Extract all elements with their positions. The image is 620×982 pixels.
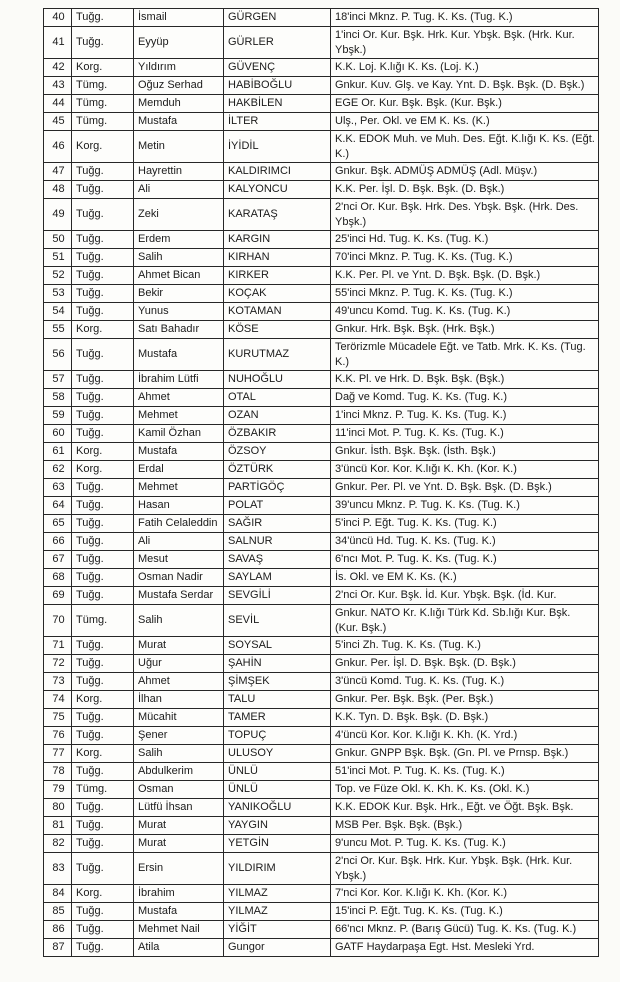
surname-cell: TALU xyxy=(224,691,331,709)
first-name-cell: İbrahim Lütfi xyxy=(134,371,224,389)
surname-cell: TOPUÇ xyxy=(224,727,331,745)
duty-cell: 3'üncü Kor. Kor. K.lığı K. Kh. (Kor. K.) xyxy=(331,461,599,479)
first-name-cell: Salih xyxy=(134,249,224,267)
row-number-cell: 41 xyxy=(44,27,72,59)
duty-cell: 51'inci Mot. P. Tug. K. Ks. (Tug. K.) xyxy=(331,763,599,781)
table-row xyxy=(44,131,599,163)
first-name-cell: Osman xyxy=(134,781,224,799)
surname-cell: KALDIRIMCI xyxy=(224,163,331,181)
rank-cell: Tuğg. xyxy=(72,181,134,199)
duty-cell: 6'ncı Mot. P. Tug. K. Ks. (Tug. K.) xyxy=(331,551,599,569)
duty-cell: K.K. EDOK Muh. ve Muh. Des. Eğt. K.lığı K. Ks. (Eğt. K.) xyxy=(331,131,599,163)
duty-cell: Gnkur. Hrk. Bşk. Bşk. (Hrk. Bşk.) xyxy=(331,321,599,339)
surname-cell: NUHOĞLU xyxy=(224,371,331,389)
surname-cell: SAĞIR xyxy=(224,515,331,533)
surname-cell: SEVİL xyxy=(224,605,331,637)
surname-cell: ÖZSOY xyxy=(224,443,331,461)
duty-cell: 55'inci Mknz. P. Tug. K. Ks. (Tug. K.) xyxy=(331,285,599,303)
duty-cell: 1'inci Mknz. P. Tug. K. Ks. (Tug. K.) xyxy=(331,407,599,425)
surname-cell: YİĞİT xyxy=(224,921,331,939)
rank-cell: Tuğg. xyxy=(72,371,134,389)
table-row xyxy=(44,249,599,267)
table-row xyxy=(44,461,599,479)
rank-cell: Tuğg. xyxy=(72,709,134,727)
rank-cell: Tuğg. xyxy=(72,533,134,551)
table-row xyxy=(44,551,599,569)
rank-cell: Tuğg. xyxy=(72,817,134,835)
table-row xyxy=(44,407,599,425)
duty-cell: GATF Haydarpaşa Egt. Hst. Mesleki Yrd. xyxy=(331,939,599,957)
duty-cell: 39'uncu Mknz. P. Tug. K. Ks. (Tug. K.) xyxy=(331,497,599,515)
row-number-cell: 47 xyxy=(44,163,72,181)
duty-cell: Gnkur. GNPP Bşk. Bşk. (Gn. Pl. ve Prnsp. Bşk.) xyxy=(331,745,599,763)
table-row xyxy=(44,77,599,95)
duty-cell: K.K. Per. Pl. ve Ynt. D. Bşk. Bşk. (D. Bşk.) xyxy=(331,267,599,285)
table-row xyxy=(44,285,599,303)
rank-cell: Tuğg. xyxy=(72,339,134,371)
first-name-cell: Abdulkerim xyxy=(134,763,224,781)
row-number-cell: 70 xyxy=(44,605,72,637)
surname-cell: YILMAZ xyxy=(224,885,331,903)
row-number-cell: 55 xyxy=(44,321,72,339)
rank-cell: Tuğg. xyxy=(72,903,134,921)
duty-cell: 7'nci Kor. Kor. K.lığı K. Kh. (Kor. K.) xyxy=(331,885,599,903)
rank-cell: Tuğg. xyxy=(72,939,134,957)
row-number-cell: 46 xyxy=(44,131,72,163)
surname-cell: İYİDİL xyxy=(224,131,331,163)
surname-cell: YAYGIN xyxy=(224,817,331,835)
table-row xyxy=(44,27,599,59)
first-name-cell: Murat xyxy=(134,817,224,835)
duty-cell: 34'üncü Hd. Tug. K. Ks. (Tug. K.) xyxy=(331,533,599,551)
rank-cell: Tuğg. xyxy=(72,479,134,497)
rank-cell: Tümg. xyxy=(72,605,134,637)
rank-cell: Tuğg. xyxy=(72,199,134,231)
duty-cell: 2'nci Or. Kur. Bşk. İd. Kur. Ybşk. Bşk. (İd. Kur. xyxy=(331,587,599,605)
rank-cell: Tuğg. xyxy=(72,267,134,285)
rank-cell: Tuğg. xyxy=(72,9,134,27)
rank-cell: Tuğg. xyxy=(72,515,134,533)
surname-cell: OTAL xyxy=(224,389,331,407)
duty-cell: 11'inci Mot. P. Tug. K. Ks. (Tug. K.) xyxy=(331,425,599,443)
first-name-cell: Yunus xyxy=(134,303,224,321)
rank-cell: Tuğg. xyxy=(72,835,134,853)
table-row xyxy=(44,939,599,957)
surname-cell: ŞAHİN xyxy=(224,655,331,673)
first-name-cell: Metin xyxy=(134,131,224,163)
rank-cell: Tuğg. xyxy=(72,389,134,407)
first-name-cell: Mustafa Serdar xyxy=(134,587,224,605)
duty-cell: K.K. Per. İşl. D. Bşk. Bşk. (D. Bşk.) xyxy=(331,181,599,199)
surname-cell: İLTER xyxy=(224,113,331,131)
rank-cell: Tuğg. xyxy=(72,799,134,817)
first-name-cell: Mehmet Nail xyxy=(134,921,224,939)
table-row xyxy=(44,921,599,939)
row-number-cell: 51 xyxy=(44,249,72,267)
table-row xyxy=(44,781,599,799)
table-row xyxy=(44,267,599,285)
row-number-cell: 63 xyxy=(44,479,72,497)
surname-cell: KIRKER xyxy=(224,267,331,285)
table-row xyxy=(44,691,599,709)
duty-cell: 1'inci Or. Kur. Bşk. Hrk. Kur. Ybşk. Bşk. (Hrk. Kur. Ybşk.) xyxy=(331,27,599,59)
surname-cell: PARTİGÖÇ xyxy=(224,479,331,497)
table-row xyxy=(44,231,599,249)
first-name-cell: Yıldırım xyxy=(134,59,224,77)
rank-cell: Tuğg. xyxy=(72,231,134,249)
surname-cell: ÖZTÜRK xyxy=(224,461,331,479)
duty-cell: Gnkur. İsth. Bşk. Bşk. (İsth. Bşk.) xyxy=(331,443,599,461)
first-name-cell: Erdal xyxy=(134,461,224,479)
table-row xyxy=(44,199,599,231)
rank-cell: Tuğg. xyxy=(72,249,134,267)
row-number-cell: 74 xyxy=(44,691,72,709)
first-name-cell: Zeki xyxy=(134,199,224,231)
rank-cell: Tuğg. xyxy=(72,303,134,321)
duty-cell: 5'inci Zh. Tug. K. Ks. (Tug. K.) xyxy=(331,637,599,655)
duty-cell: 2'nci Or. Kur. Bşk. Hrk. Des. Ybşk. Bşk. (Hrk. Des. Ybşk.) xyxy=(331,199,599,231)
table-row xyxy=(44,853,599,885)
table-row xyxy=(44,673,599,691)
first-name-cell: Mehmet xyxy=(134,479,224,497)
surname-cell: YILDIRIM xyxy=(224,853,331,885)
rank-cell: Tuğg. xyxy=(72,853,134,885)
table-row xyxy=(44,113,599,131)
table-row xyxy=(44,727,599,745)
row-number-cell: 54 xyxy=(44,303,72,321)
table-row xyxy=(44,515,599,533)
row-number-cell: 81 xyxy=(44,817,72,835)
row-number-cell: 76 xyxy=(44,727,72,745)
table-row xyxy=(44,745,599,763)
table-row xyxy=(44,163,599,181)
surname-cell: SAYLAM xyxy=(224,569,331,587)
surname-cell: KALYONCU xyxy=(224,181,331,199)
first-name-cell: Fatih Celaleddin xyxy=(134,515,224,533)
table-row xyxy=(44,903,599,921)
rank-cell: Korg. xyxy=(72,885,134,903)
row-number-cell: 49 xyxy=(44,199,72,231)
surname-cell: ÜNLÜ xyxy=(224,763,331,781)
rank-cell: Tümg. xyxy=(72,113,134,131)
surname-cell: GÜRGEN xyxy=(224,9,331,27)
row-number-cell: 62 xyxy=(44,461,72,479)
rank-cell: Tuğg. xyxy=(72,655,134,673)
row-number-cell: 58 xyxy=(44,389,72,407)
table-row xyxy=(44,637,599,655)
rank-cell: Korg. xyxy=(72,131,134,163)
surname-cell: SAVAŞ xyxy=(224,551,331,569)
surname-cell: GÜRLER xyxy=(224,27,331,59)
duty-cell: 15'inci P. Eğt. Tug. K. Ks. (Tug. K.) xyxy=(331,903,599,921)
table-row xyxy=(44,533,599,551)
duty-cell: Gnkur. Kuv. Glş. ve Kay. Ynt. D. Bşk. Bşk. (D. Bşk.) xyxy=(331,77,599,95)
duty-cell: 66'ncı Mknz. P. (Barış Gücü) Tug. K. Ks. (Tug. K.) xyxy=(331,921,599,939)
first-name-cell: Osman Nadir xyxy=(134,569,224,587)
table-row xyxy=(44,479,599,497)
personnel-table-body xyxy=(44,9,599,957)
table-row xyxy=(44,763,599,781)
table-row xyxy=(44,605,599,637)
rank-cell: Tuğg. xyxy=(72,569,134,587)
rank-cell: Tuğg. xyxy=(72,727,134,745)
row-number-cell: 71 xyxy=(44,637,72,655)
table-row xyxy=(44,817,599,835)
first-name-cell: Kamil Özhan xyxy=(134,425,224,443)
duty-cell: 9'uncu Mot. P. Tug. K. Ks. (Tug. K.) xyxy=(331,835,599,853)
row-number-cell: 43 xyxy=(44,77,72,95)
row-number-cell: 84 xyxy=(44,885,72,903)
surname-cell: HAKBİLEN xyxy=(224,95,331,113)
row-number-cell: 72 xyxy=(44,655,72,673)
surname-cell: HABİBOĞLU xyxy=(224,77,331,95)
first-name-cell: Mustafa xyxy=(134,339,224,371)
personnel-table xyxy=(43,8,599,957)
row-number-cell: 85 xyxy=(44,903,72,921)
surname-cell: ÜNLÜ xyxy=(224,781,331,799)
surname-cell: KURUTMAZ xyxy=(224,339,331,371)
first-name-cell: Atila xyxy=(134,939,224,957)
first-name-cell: Hayrettin xyxy=(134,163,224,181)
table-row xyxy=(44,339,599,371)
first-name-cell: Ahmet xyxy=(134,673,224,691)
duty-cell: Terörizmle Mücadele Eğt. ve Tatb. Mrk. K. Ks. (Tug. K.) xyxy=(331,339,599,371)
row-number-cell: 75 xyxy=(44,709,72,727)
surname-cell: ŞİMŞEK xyxy=(224,673,331,691)
surname-cell: TAMER xyxy=(224,709,331,727)
row-number-cell: 64 xyxy=(44,497,72,515)
row-number-cell: 73 xyxy=(44,673,72,691)
surname-cell: ULUSOY xyxy=(224,745,331,763)
row-number-cell: 44 xyxy=(44,95,72,113)
table-row xyxy=(44,9,599,27)
rank-cell: Tuğg. xyxy=(72,921,134,939)
rank-cell: Korg. xyxy=(72,461,134,479)
first-name-cell: Ersin xyxy=(134,853,224,885)
table-row xyxy=(44,655,599,673)
rank-cell: Tuğg. xyxy=(72,673,134,691)
rank-cell: Tuğg. xyxy=(72,27,134,59)
table-row xyxy=(44,59,599,77)
table-row xyxy=(44,885,599,903)
first-name-cell: Erdem xyxy=(134,231,224,249)
table-row xyxy=(44,709,599,727)
first-name-cell: Mücahit xyxy=(134,709,224,727)
rank-cell: Tuğg. xyxy=(72,407,134,425)
table-row xyxy=(44,587,599,605)
surname-cell: YETGİN xyxy=(224,835,331,853)
row-number-cell: 77 xyxy=(44,745,72,763)
table-row xyxy=(44,389,599,407)
table-row xyxy=(44,321,599,339)
row-number-cell: 80 xyxy=(44,799,72,817)
surname-cell: GÜVENÇ xyxy=(224,59,331,77)
surname-cell: KARGIN xyxy=(224,231,331,249)
surname-cell: KIRHAN xyxy=(224,249,331,267)
row-number-cell: 87 xyxy=(44,939,72,957)
duty-cell: 5'inci P. Eğt. Tug. K. Ks. (Tug. K.) xyxy=(331,515,599,533)
rank-cell: Korg. xyxy=(72,691,134,709)
duty-cell: 3'üncü Komd. Tug. K. Ks. (Tug. K.) xyxy=(331,673,599,691)
row-number-cell: 69 xyxy=(44,587,72,605)
duty-cell: Top. ve Füze Okl. K. Kh. K. Ks. (Okl. K.) xyxy=(331,781,599,799)
surname-cell: SOYSAL xyxy=(224,637,331,655)
surname-cell: Gungor xyxy=(224,939,331,957)
surname-cell: SALNUR xyxy=(224,533,331,551)
row-number-cell: 65 xyxy=(44,515,72,533)
duty-cell: 49'uncu Komd. Tug. K. Ks. (Tug. K.) xyxy=(331,303,599,321)
first-name-cell: Lütfü İhsan xyxy=(134,799,224,817)
first-name-cell: Bekir xyxy=(134,285,224,303)
row-number-cell: 57 xyxy=(44,371,72,389)
table-row xyxy=(44,181,599,199)
table-row xyxy=(44,303,599,321)
rank-cell: Tuğg. xyxy=(72,587,134,605)
first-name-cell: Salih xyxy=(134,605,224,637)
first-name-cell: Murat xyxy=(134,835,224,853)
rank-cell: Tuğg. xyxy=(72,497,134,515)
duty-cell: 4'üncü Kor. Kor. K.lığı K. Kh. (K. Yrd.) xyxy=(331,727,599,745)
first-name-cell: İbrahim xyxy=(134,885,224,903)
row-number-cell: 56 xyxy=(44,339,72,371)
table-row xyxy=(44,835,599,853)
first-name-cell: İsmail xyxy=(134,9,224,27)
surname-cell: KOTAMAN xyxy=(224,303,331,321)
table-row xyxy=(44,497,599,515)
duty-cell: 18'inci Mknz. P. Tug. K. Ks. (Tug. K.) xyxy=(331,9,599,27)
rank-cell: Tuğg. xyxy=(72,285,134,303)
duty-cell: Gnkur. NATO Kr. K.lığı Türk Kd. Sb.lığı Kur. Bşk. (Kur. Bşk.) xyxy=(331,605,599,637)
duty-cell: K.K. Tyn. D. Bşk. Bşk. (D. Bşk.) xyxy=(331,709,599,727)
duty-cell: Ulş., Per. Okl. ve EM K. Ks. (K.) xyxy=(331,113,599,131)
surname-cell: KÖSE xyxy=(224,321,331,339)
row-number-cell: 53 xyxy=(44,285,72,303)
first-name-cell: Salih xyxy=(134,745,224,763)
row-number-cell: 50 xyxy=(44,231,72,249)
row-number-cell: 68 xyxy=(44,569,72,587)
rank-cell: Korg. xyxy=(72,321,134,339)
surname-cell: ÖZBAKIR xyxy=(224,425,331,443)
table-row xyxy=(44,569,599,587)
row-number-cell: 78 xyxy=(44,763,72,781)
rank-cell: Korg. xyxy=(72,745,134,763)
first-name-cell: Hasan xyxy=(134,497,224,515)
row-number-cell: 82 xyxy=(44,835,72,853)
surname-cell: SEVGİLİ xyxy=(224,587,331,605)
surname-cell: KOÇAK xyxy=(224,285,331,303)
rank-cell: Korg. xyxy=(72,59,134,77)
first-name-cell: Ali xyxy=(134,533,224,551)
first-name-cell: Mustafa xyxy=(134,903,224,921)
rank-cell: Tuğg. xyxy=(72,163,134,181)
row-number-cell: 52 xyxy=(44,267,72,285)
surname-cell: OZAN xyxy=(224,407,331,425)
duty-cell: Dağ ve Komd. Tug. K. Ks. (Tug. K.) xyxy=(331,389,599,407)
duty-cell: 2'nci Or. Kur. Bşk. Hrk. Kur. Ybşk. Bşk. (Hrk. Kur. Ybşk.) xyxy=(331,853,599,885)
first-name-cell: Mustafa xyxy=(134,443,224,461)
surname-cell: YANIKOĞLU xyxy=(224,799,331,817)
first-name-cell: Şener xyxy=(134,727,224,745)
table-row xyxy=(44,371,599,389)
rank-cell: Tuğg. xyxy=(72,763,134,781)
row-number-cell: 60 xyxy=(44,425,72,443)
rank-cell: Tümg. xyxy=(72,77,134,95)
rank-cell: Tuğg. xyxy=(72,551,134,569)
rank-cell: Tümg. xyxy=(72,95,134,113)
rank-cell: Tümg. xyxy=(72,781,134,799)
first-name-cell: Mehmet xyxy=(134,407,224,425)
surname-cell: YILMAZ xyxy=(224,903,331,921)
row-number-cell: 40 xyxy=(44,9,72,27)
row-number-cell: 59 xyxy=(44,407,72,425)
first-name-cell: Memduh xyxy=(134,95,224,113)
rank-cell: Tuğg. xyxy=(72,637,134,655)
duty-cell: EGE Or. Kur. Bşk. Bşk. (Kur. Bşk.) xyxy=(331,95,599,113)
first-name-cell: Satı Bahadır xyxy=(134,321,224,339)
duty-cell: Gnkur. Per. Bşk. Bşk. (Per. Bşk.) xyxy=(331,691,599,709)
duty-cell: Gnkur. Per. İşl. D. Bşk. Bşk. (D. Bşk.) xyxy=(331,655,599,673)
first-name-cell: Uğur xyxy=(134,655,224,673)
first-name-cell: Mesut xyxy=(134,551,224,569)
table-row xyxy=(44,95,599,113)
row-number-cell: 67 xyxy=(44,551,72,569)
table-row xyxy=(44,443,599,461)
row-number-cell: 66 xyxy=(44,533,72,551)
duty-cell: Gnkur. Per. Pl. ve Ynt. D. Bşk. Bşk. (D. Bşk.) xyxy=(331,479,599,497)
first-name-cell: Eyyüp xyxy=(134,27,224,59)
duty-cell: K.K. Loj. K.lığı K. Ks. (Loj. K.) xyxy=(331,59,599,77)
rank-cell: Korg. xyxy=(72,443,134,461)
row-number-cell: 45 xyxy=(44,113,72,131)
surname-cell: KARATAŞ xyxy=(224,199,331,231)
duty-cell: K.K. EDOK Kur. Bşk. Hrk., Eğt. ve Öğt. Bşk. Bşk. xyxy=(331,799,599,817)
row-number-cell: 48 xyxy=(44,181,72,199)
table-row xyxy=(44,425,599,443)
first-name-cell: İlhan xyxy=(134,691,224,709)
row-number-cell: 61 xyxy=(44,443,72,461)
duty-cell: İs. Okl. ve EM K. Ks. (K.) xyxy=(331,569,599,587)
first-name-cell: Mustafa xyxy=(134,113,224,131)
row-number-cell: 79 xyxy=(44,781,72,799)
duty-cell: K.K. Pl. ve Hrk. D. Bşk. Bşk. (Bşk.) xyxy=(331,371,599,389)
row-number-cell: 42 xyxy=(44,59,72,77)
row-number-cell: 83 xyxy=(44,853,72,885)
rank-cell: Tuğg. xyxy=(72,425,134,443)
table-row xyxy=(44,799,599,817)
duty-cell: 25'inci Hd. Tug. K. Ks. (Tug. K.) xyxy=(331,231,599,249)
first-name-cell: Ahmet xyxy=(134,389,224,407)
surname-cell: POLAT xyxy=(224,497,331,515)
duty-cell: MSB Per. Bşk. Bşk. (Bşk.) xyxy=(331,817,599,835)
first-name-cell: Ali xyxy=(134,181,224,199)
duty-cell: 70'inci Mknz. P. Tug. K. Ks. (Tug. K.) xyxy=(331,249,599,267)
row-number-cell: 86 xyxy=(44,921,72,939)
first-name-cell: Ahmet Bican xyxy=(134,267,224,285)
first-name-cell: Oğuz Serhad xyxy=(134,77,224,95)
first-name-cell: Murat xyxy=(134,637,224,655)
duty-cell: Gnkur. Bşk. ADMÜŞ ADMÜŞ (Adl. Müşv.) xyxy=(331,163,599,181)
